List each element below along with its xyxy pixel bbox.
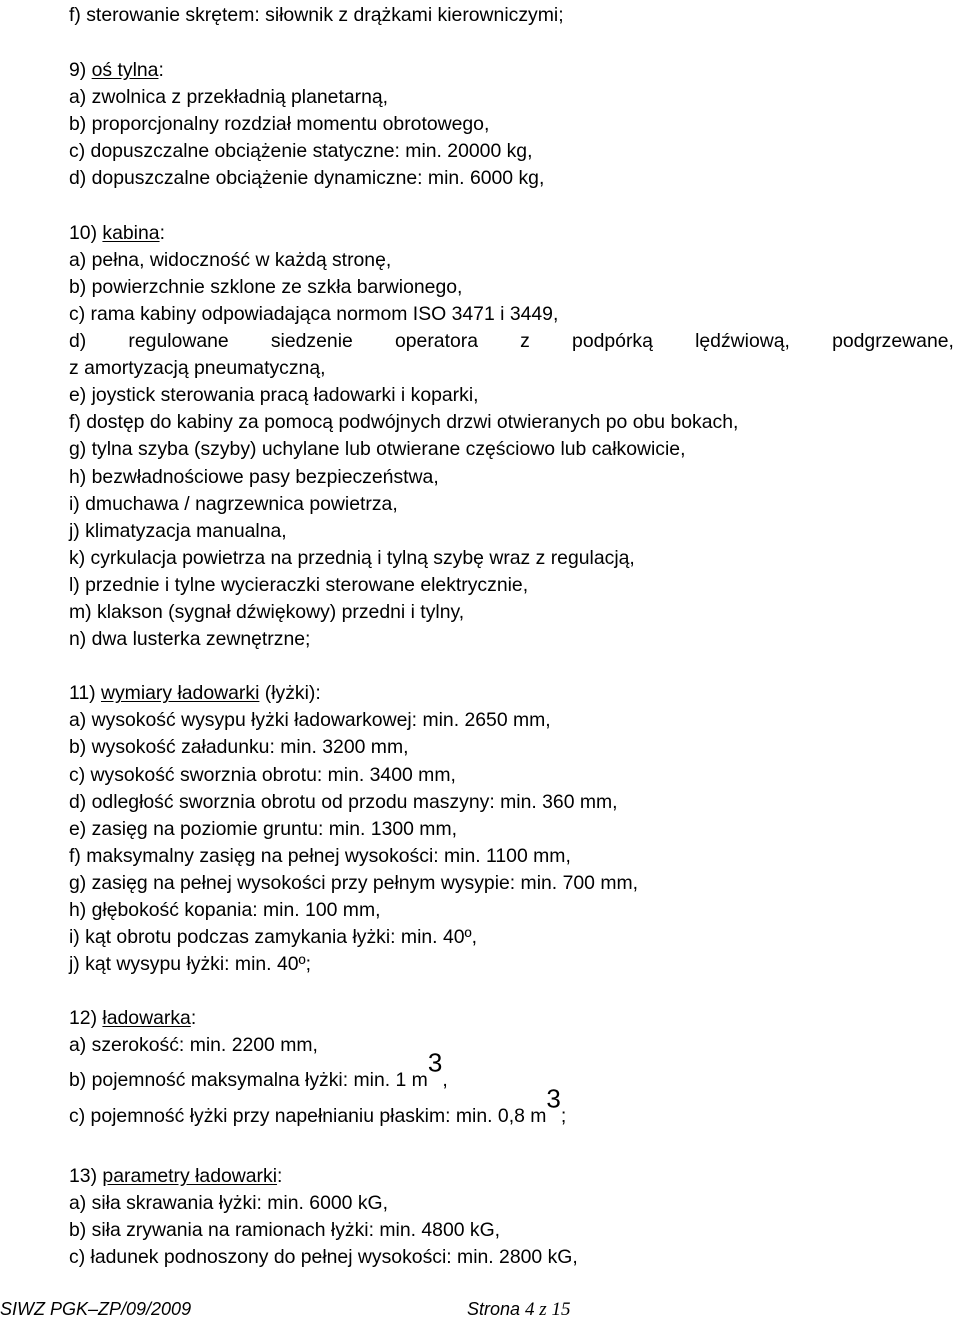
heading-colon: : <box>159 221 165 244</box>
list-item: b) proporcjonalny rozdział momentu obrotowego, <box>69 113 490 136</box>
word: siedzenie <box>270 330 353 353</box>
list-item: b) siła zrywania na ramionach łyżki: min. 4800 kG, <box>69 1218 501 1241</box>
list-item: c) dopuszczalne obciążenie statyczne: min. 20000 kg, <box>69 140 533 163</box>
page-footer <box>0 1299 960 1319</box>
list-item: b) powierzchnie szklone ze szkła barwionego, <box>69 275 463 298</box>
word: operatora <box>394 330 478 353</box>
list-item-with-superscript <box>69 1047 954 1096</box>
list-item: f) maksymalny zasięg na pełnej wysokości: min. 1100 mm, <box>69 844 571 867</box>
list-item: d) odległość sworznia obrotu od przodu maszyny: min. 360 mm, <box>69 790 618 813</box>
list-item: e) zasięg na poziomie gruntu: min. 1300 mm, <box>69 817 458 840</box>
item-text: b) pojemność maksymalna łyżki: min. 1 m <box>69 1068 428 1091</box>
list-item: e) joystick sterowania pracą ładowarki i koparki, <box>69 384 479 407</box>
word: podgrzewane, <box>832 330 954 353</box>
list-item: a) zwolnica z przekładnią planetarną, <box>69 86 389 109</box>
list-item: f) dostęp do kabiny za pomocą podwójnych drzwi otwieranych po obu bokach, <box>69 411 739 434</box>
list-item: i) kąt obrotu podczas zamykania łyżki: min. 40º, <box>69 926 477 949</box>
word: podpórką <box>572 330 653 353</box>
heading-rest: (łyżki): <box>259 682 321 705</box>
list-item: l) przednie i tylne wycieraczki sterowane elektrycznie, <box>69 573 529 596</box>
list-item: a) siła skrawania łyżki: min. 6000 kG, <box>69 1191 388 1214</box>
list-item: d) dopuszczalne obciążenie dynamiczne: min. 6000 kg, <box>69 167 545 190</box>
list-item: a) szerokość: min. 2200 mm, <box>69 1034 318 1057</box>
spacer <box>69 30 954 57</box>
list-item: h) głębokość kopania: min. 100 mm, <box>69 899 381 921</box>
section-10-heading <box>69 220 954 247</box>
section-title: kabina <box>102 221 160 244</box>
list-item: k) cyrkulacja powietrza na przednią i tylną szybę wraz z regulacją, <box>69 546 635 569</box>
list-item-justified <box>69 328 954 355</box>
page-number <box>467 1299 570 1320</box>
list-item: g) zasięg na pełnej wysokości przy pełnym wysypie: min. 700 mm, <box>69 871 639 894</box>
item-end: ; <box>560 1104 567 1127</box>
superscript: 3 <box>546 1083 561 1114</box>
list-item: c) wysokość sworznia obrotu: min. 3400 mm, <box>69 763 456 786</box>
list-item: n) dwa lusterka zewnętrzne; <box>69 628 311 651</box>
document-body <box>69 0 954 1271</box>
word: d) <box>69 330 87 353</box>
list-item: c) rama kabiny odpowiadająca normom ISO 3471 i 3449, <box>69 302 559 325</box>
spacer <box>69 193 954 220</box>
list-item: z amortyzacją pneumatyczną, <box>69 357 326 380</box>
word: lędźwiową, <box>695 330 790 353</box>
list-item: b) wysokość załadunku: min. 3200 mm, <box>69 736 409 759</box>
list-item: a) wysokość wysypu łyżki ładowarkowej: min. 2650 mm, <box>69 709 551 732</box>
section-title: ładowarka <box>102 1007 191 1030</box>
steering-line: f) sterowanie skrętem: siłownik z drążkami kierowniczymi; <box>69 4 564 26</box>
page-of: z <box>534 1299 552 1320</box>
document-reference: SIWZ PGK–ZP/09/2009 <box>0 1299 192 1319</box>
word: z <box>520 330 530 353</box>
section-title: oś tylna <box>91 59 159 82</box>
list-item: m) klakson (sygnał dźwiękowy) przedni i tylny, <box>69 600 465 623</box>
list-item: h) bezwładnościowe pasy bezpieczeństwa, <box>69 465 439 488</box>
list-item: c) ładunek podnoszony do pełnej wysokości: min. 2800 kG, <box>69 1245 578 1268</box>
spacer <box>69 978 954 1005</box>
superscript: 3 <box>427 1047 443 1078</box>
spacer <box>69 653 954 680</box>
section-11-heading <box>69 680 954 707</box>
section-title: wymiary ładowarki <box>100 682 260 705</box>
list-item-with-superscript <box>69 1083 954 1136</box>
heading-colon: : <box>158 59 164 82</box>
section-number: 11) <box>69 682 101 705</box>
list-item: j) kąt wysypu łyżki: min. 40º; <box>69 953 311 976</box>
heading-colon: : <box>190 1007 197 1030</box>
page-label: Strona <box>467 1299 526 1319</box>
list-item: j) klimatyzacja manualna, <box>69 519 287 542</box>
section-number: 13) <box>69 1164 103 1187</box>
list-item: a) pełna, widoczność w każdą stronę, <box>69 248 392 271</box>
current-page: 4 <box>525 1299 535 1320</box>
spacer <box>69 1136 954 1163</box>
list-item: g) tylna szyba (szyby) uchylane lub otwierane częściowo lub całkowicie, <box>69 438 686 461</box>
item-text: c) pojemność łyżki przy napełnianiu płaskim: min. 0,8 m <box>69 1104 547 1127</box>
item-end: , <box>442 1068 448 1091</box>
section-title: parametry ładowarki <box>102 1164 278 1187</box>
section-12-heading <box>69 1005 954 1032</box>
section-number: 12) <box>69 1007 103 1030</box>
section-number: 9) <box>69 59 92 82</box>
section-number: 10) <box>69 221 103 244</box>
section-13-heading <box>69 1163 954 1190</box>
section-9-heading <box>69 57 954 84</box>
list-item: i) dmuchawa / nagrzewnica powietrza, <box>69 492 398 515</box>
heading-colon: : <box>277 1164 283 1187</box>
total-pages: 15 <box>551 1299 571 1320</box>
word: regulowane <box>128 330 229 353</box>
